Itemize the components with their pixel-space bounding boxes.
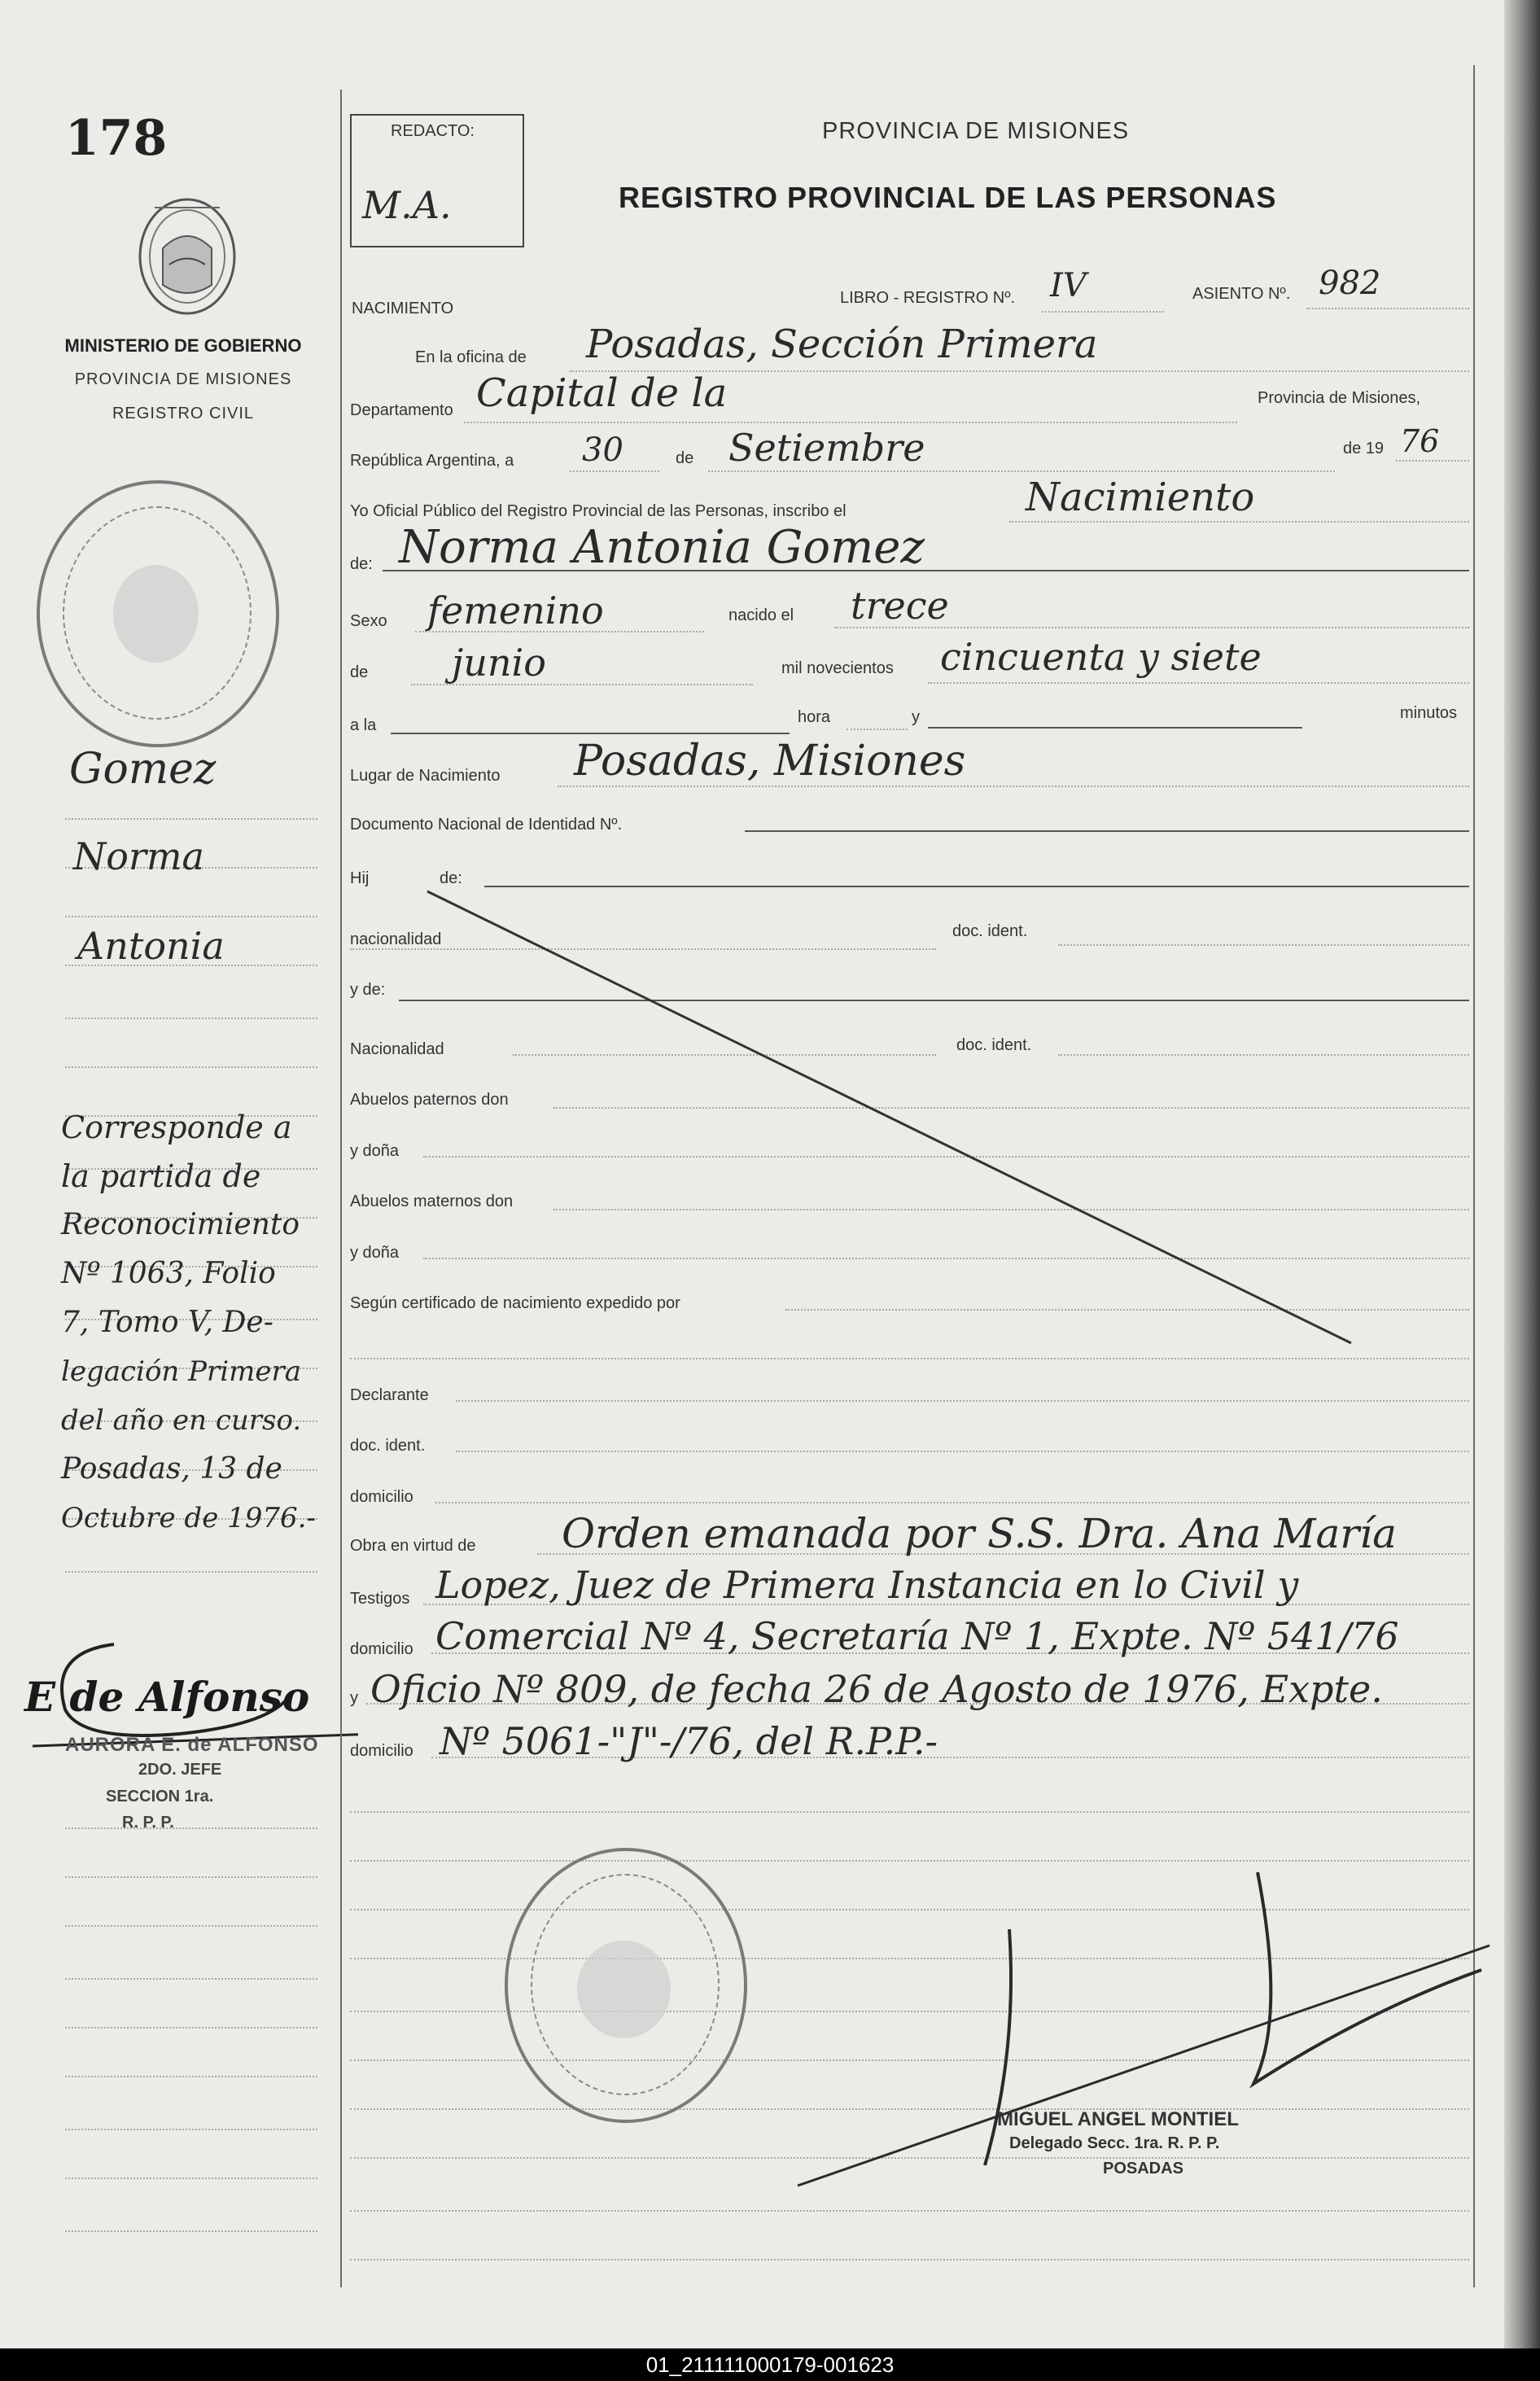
lugar-label: Lugar de Nacimiento bbox=[350, 767, 501, 785]
departamento-value: Capital de la bbox=[476, 370, 728, 416]
margin-middlename: Antonia bbox=[77, 924, 225, 968]
abuelos-pat-label: Abuelos paternos don bbox=[350, 1091, 509, 1109]
de-label: de bbox=[676, 449, 694, 467]
header-province: PROVINCIA DE MISIONES bbox=[822, 118, 1130, 144]
docident-label: doc. ident. bbox=[952, 922, 1028, 940]
segun-label: Según certificado de nacimiento expedido por bbox=[350, 1294, 680, 1312]
de3-label: de bbox=[350, 663, 369, 681]
nacionalidad-label: nacionalidad bbox=[350, 930, 442, 948]
obra-label: Obra en virtud de bbox=[350, 1537, 476, 1555]
mil-label: mil novecientos bbox=[781, 659, 894, 677]
dni-label: Documento Nacional de Identidad Nº. bbox=[350, 816, 623, 834]
left-stamp-role: 2DO. JEFE bbox=[138, 1761, 222, 1779]
margin-note: Corresponde a la partida de Reconocimiento Nº 1063, Folio 7, Tomo V, De- legación Primera del año en curso. Posadas, 13 de Octubre de 1976.- bbox=[61, 1110, 316, 1534]
republica-label: República Argentina, a bbox=[350, 452, 514, 470]
y-label: y bbox=[912, 708, 920, 726]
ydona2-label: y doña bbox=[350, 1244, 400, 1262]
obra-line-1: Orden emanada por S.S. Dra. Ana María bbox=[562, 1510, 1397, 1557]
departamento-label: Departamento bbox=[350, 401, 453, 419]
libro-value: IV bbox=[1050, 267, 1087, 304]
ala-label: a la bbox=[350, 716, 377, 734]
obra-line-3: Comercial Nº 4, Secretaría Nº 1, Expte. Nº 541/76 bbox=[435, 1614, 1399, 1658]
left-stamp-org: R. P. P. bbox=[122, 1814, 174, 1832]
declarante-label: Declarante bbox=[350, 1386, 429, 1404]
redacto-label: REDACTO: bbox=[391, 122, 475, 140]
mes-nac-value: junio bbox=[452, 641, 546, 685]
nacido-value: trece bbox=[851, 584, 949, 628]
obra-line-4: Oficio Nº 809, de fecha 26 de Agosto de 1976, Expte. bbox=[370, 1667, 1383, 1711]
hij-label: Hij bbox=[350, 869, 370, 887]
de4-label: de: bbox=[440, 869, 462, 887]
oficial-value: Nacimiento bbox=[1026, 475, 1255, 520]
dia-value: 30 bbox=[582, 431, 623, 469]
header-registry: REGISTRO PROVINCIAL DE LAS PERSONAS bbox=[619, 181, 1277, 214]
left-stamp-name: AURORA E. de ALFONSO bbox=[65, 1734, 319, 1756]
provincia-label: Provincia de Misiones, bbox=[1258, 389, 1421, 407]
nacido-label: nacido el bbox=[728, 606, 794, 624]
libro-label: LIBRO - REGISTRO Nº. bbox=[840, 289, 1016, 307]
yde-label: y de: bbox=[350, 981, 386, 999]
docident2-label: doc. ident. bbox=[956, 1036, 1032, 1054]
testigos-label: Testigos bbox=[350, 1590, 410, 1608]
ministry-title: MINISTERIO DE GOBIERNO bbox=[64, 335, 302, 356]
oficial-label: Yo Oficial Público del Registro Provincial de las Personas, inscribo el bbox=[350, 502, 847, 520]
left-stamp-section: SECCION 1ra. bbox=[106, 1788, 214, 1805]
nacionalidad2-label: Nacionalidad bbox=[350, 1040, 444, 1058]
center-round-seal-stamp bbox=[505, 1848, 747, 2123]
obra-line-5: Nº 5061-"J"-/76, del R.P.P.- bbox=[440, 1719, 938, 1763]
ministry-office: REGISTRO CIVIL bbox=[112, 405, 255, 422]
obra-line-2: Lopez, Juez de Primera Instancia en lo Civil y bbox=[435, 1563, 1299, 1607]
ydona-label: y doña bbox=[350, 1142, 400, 1160]
lugar-value: Posadas, Misiones bbox=[574, 737, 966, 786]
oficina-label: En la oficina de bbox=[415, 348, 527, 366]
right-stamp-name: MIGUEL ANGEL MONTIEL bbox=[997, 2108, 1239, 2130]
page-edge bbox=[1504, 0, 1540, 2348]
oficina-value: Posadas, Sección Primera bbox=[586, 322, 1098, 367]
minutos-label: minutos bbox=[1400, 704, 1458, 722]
nombre-value: Norma Antonia Gomez bbox=[399, 521, 925, 574]
left-signature-text: E de Alfonso bbox=[24, 1673, 310, 1721]
anio-label: de 19 bbox=[1343, 440, 1385, 457]
sexo-value: femenino bbox=[427, 589, 604, 632]
page-number: 178 bbox=[65, 110, 168, 167]
anio-nac-value: cincuenta y siete bbox=[940, 635, 1262, 679]
domicilio-label: domicilio bbox=[350, 1488, 413, 1506]
right-stamp-city: POSADAS bbox=[1103, 2160, 1183, 2177]
asiento-label: ASIENTO Nº. bbox=[1192, 285, 1291, 303]
sexo-label: Sexo bbox=[350, 612, 387, 630]
asiento-value: 982 bbox=[1319, 265, 1381, 302]
domicilio3-label: domicilio bbox=[350, 1742, 413, 1760]
hora-label: hora bbox=[798, 708, 831, 726]
docident3-label: doc. ident. bbox=[350, 1437, 426, 1455]
margin-surname: Gomez bbox=[69, 745, 217, 794]
de2-label: de: bbox=[350, 555, 373, 573]
right-stamp-role: Delegado Secc. 1ra. R. P. P. bbox=[1009, 2134, 1220, 2152]
y2-label: y bbox=[350, 1689, 358, 1707]
abuelos-mat-label: Abuelos maternos don bbox=[350, 1193, 514, 1210]
section-label: NACIMIENTO bbox=[352, 300, 454, 317]
mes-value: Setiembre bbox=[728, 426, 925, 470]
anio-value: 76 bbox=[1400, 423, 1440, 459]
domicilio2-label: domicilio bbox=[350, 1640, 413, 1658]
image-id-footer: 01_211111000179-001623 bbox=[0, 2348, 1540, 2381]
ministry-province: PROVINCIA DE MISIONES bbox=[74, 370, 292, 388]
margin-firstname: Norma bbox=[73, 834, 204, 878]
redacto-value: M.A. bbox=[362, 183, 452, 227]
